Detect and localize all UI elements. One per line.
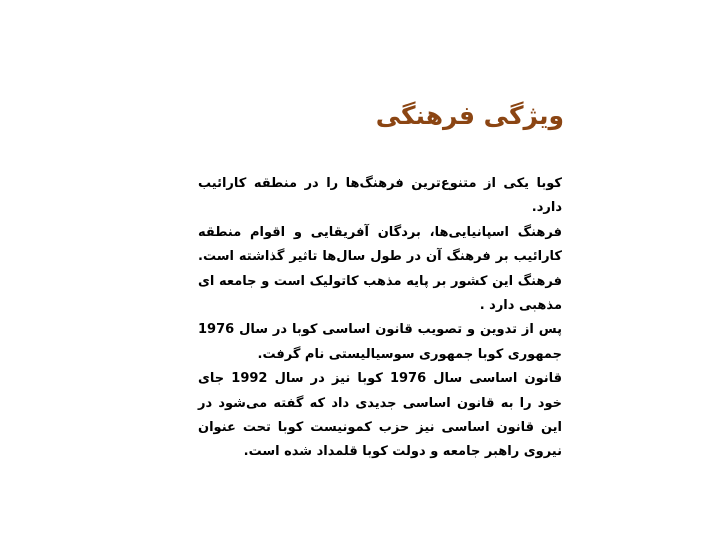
paragraph-constitution-1976: پس از تدوین و تصویب قانون اساسی کوبا در سال 1976 جمهوری کوبا جمهوری سوسیالیستی نام گرفت. <box>198 322 562 362</box>
paragraph-constitution-1992: قانون اساسی سال 1976 کوبا نیز در سال 1992 جای خود را به قانون اساسی جدیدی داد که گفته می‌شود در این قانون اساسی نیز حزب کمونیست کوبا تحت عنوان نیروی راهبر جامعه و دولت کوبا قلمداد شده است. <box>198 371 563 460</box>
paragraph-cultural-influences: فرهنگ اسپانیایی‌ها، بردگان آفریقایی و اقوام منطقه کارائیب بر فرهنگ آن در طول سال‌ها تاثیر گذاشته است. فرهنگ این کشور بر پایه مذهب کاتولیک است و جامعه ای مذهبی دارد . <box>198 224 562 314</box>
slide-title: ویژگی فرهنگی <box>375 101 564 130</box>
paragraph-culture-diversity: کوبا یکی از متنوع‌ترین فرهنگ‌ها را در منطقه کارائیب دارد. <box>198 176 562 216</box>
slide-body <box>198 172 562 465</box>
